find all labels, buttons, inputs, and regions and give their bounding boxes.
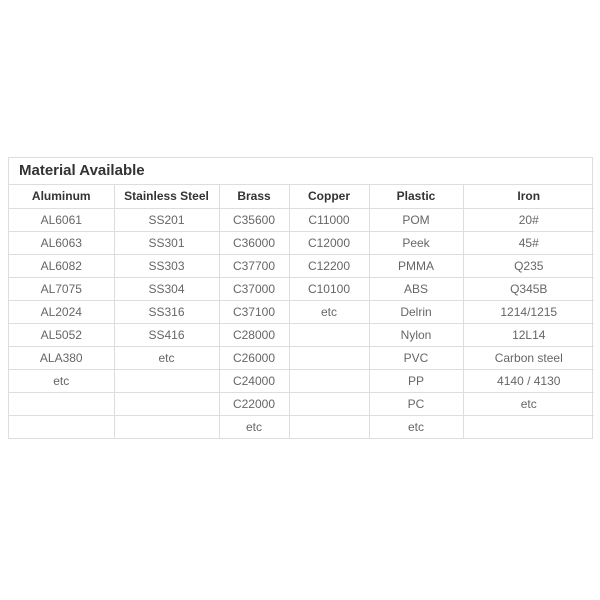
table-cell: C36000 <box>219 231 289 254</box>
table-cell: etc <box>9 369 114 392</box>
table-cell: etc <box>463 392 594 415</box>
table-cell: AL6063 <box>9 231 114 254</box>
table-cell: C35600 <box>219 208 289 231</box>
table-row <box>9 323 594 346</box>
column-header-brass: Brass <box>219 185 289 208</box>
table-row <box>9 208 594 231</box>
table-cell <box>463 415 594 438</box>
card-title: Material Available <box>9 158 592 185</box>
table-cell: Nylon <box>369 323 463 346</box>
table-cell: 20# <box>463 208 594 231</box>
table-cell: C10100 <box>289 277 369 300</box>
table-cell: SS316 <box>114 300 219 323</box>
table-cell: AL6061 <box>9 208 114 231</box>
table-row <box>9 300 594 323</box>
table-cell <box>289 392 369 415</box>
table-cell: C28000 <box>219 323 289 346</box>
table-cell: C12000 <box>289 231 369 254</box>
table-cell: 45# <box>463 231 594 254</box>
materials-table <box>9 185 594 438</box>
table-cell: C37700 <box>219 254 289 277</box>
header-row <box>9 185 594 208</box>
table-cell: etc <box>289 300 369 323</box>
table-cell <box>289 323 369 346</box>
table-cell <box>114 392 219 415</box>
table-cell: AL5052 <box>9 323 114 346</box>
table-cell: ALA380 <box>9 346 114 369</box>
table-cell: PC <box>369 392 463 415</box>
table-cell: POM <box>369 208 463 231</box>
table-row <box>9 346 594 369</box>
table-body <box>9 208 594 438</box>
table-cell: C24000 <box>219 369 289 392</box>
column-header-aluminum: Aluminum <box>9 185 114 208</box>
table-cell: PP <box>369 369 463 392</box>
table-cell: C26000 <box>219 346 289 369</box>
table-cell: SS416 <box>114 323 219 346</box>
table-head <box>9 185 594 208</box>
table-cell: AL2024 <box>9 300 114 323</box>
table-cell: 12L14 <box>463 323 594 346</box>
table-row <box>9 277 594 300</box>
column-header-plastic: Plastic <box>369 185 463 208</box>
table-cell <box>114 369 219 392</box>
column-header-copper: Copper <box>289 185 369 208</box>
table-cell: C12200 <box>289 254 369 277</box>
table-cell: C37000 <box>219 277 289 300</box>
table-cell: etc <box>369 415 463 438</box>
table-cell: SS303 <box>114 254 219 277</box>
table-cell: Q235 <box>463 254 594 277</box>
table-cell: AL7075 <box>9 277 114 300</box>
table-cell: SS304 <box>114 277 219 300</box>
table-row <box>9 254 594 277</box>
table-cell: ABS <box>369 277 463 300</box>
table-cell: etc <box>219 415 289 438</box>
table-cell: SS201 <box>114 208 219 231</box>
table-cell: 1214/1215 <box>463 300 594 323</box>
table-cell: etc <box>114 346 219 369</box>
table-cell: PMMA <box>369 254 463 277</box>
table-row <box>9 415 594 438</box>
table-cell <box>289 346 369 369</box>
table-cell: 4140 / 4130 <box>463 369 594 392</box>
material-available-card <box>8 157 593 439</box>
table-cell: Delrin <box>369 300 463 323</box>
table-cell: PVC <box>369 346 463 369</box>
column-header-iron: Iron <box>463 185 594 208</box>
table-cell <box>9 415 114 438</box>
table-cell: Q345B <box>463 277 594 300</box>
table-row <box>9 369 594 392</box>
table-cell: AL6082 <box>9 254 114 277</box>
table-cell <box>289 415 369 438</box>
column-header-stainless-steel: Stainless Steel <box>114 185 219 208</box>
table-cell: C22000 <box>219 392 289 415</box>
table-cell: Carbon steel <box>463 346 594 369</box>
table-cell: C37100 <box>219 300 289 323</box>
table-cell: SS301 <box>114 231 219 254</box>
table-cell: Peek <box>369 231 463 254</box>
table-cell <box>9 392 114 415</box>
table-cell: C11000 <box>289 208 369 231</box>
table-row <box>9 392 594 415</box>
table-row <box>9 231 594 254</box>
table-cell <box>289 369 369 392</box>
table-cell <box>114 415 219 438</box>
